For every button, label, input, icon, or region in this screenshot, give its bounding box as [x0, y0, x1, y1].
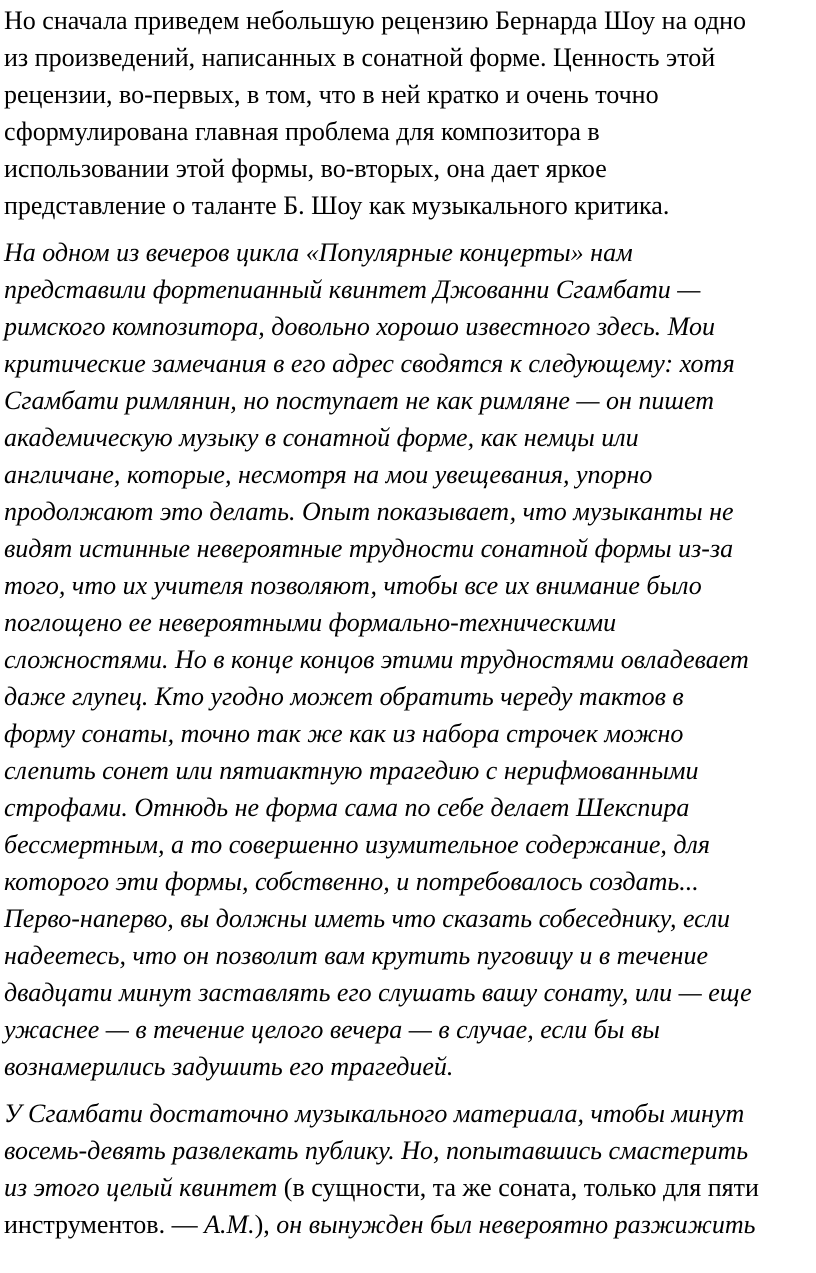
text-line: надеетесь, что он позволит вам крутить пуговицу и в течение [4, 941, 708, 970]
italic-run: А.М. [204, 1210, 255, 1239]
italic-run: он вынужден был невероятно разжижить [276, 1210, 756, 1239]
text-line: видят истинные невероятные трудности сонатной формы из-за [4, 534, 734, 563]
text-line: двадцати минут заставлять его слушать вашу сонату, или — еще [4, 978, 752, 1007]
text-line: сложностями. Но в конце концов этими трудностями овладевает [4, 645, 749, 674]
text-line-mixed [4, 1169, 816, 1206]
text-line: У Сгамбати достаточно музыкального материала, чтобы минут [4, 1099, 745, 1128]
normal-run: ), [254, 1210, 277, 1239]
text-line: даже глупец. Кто угодно может обратить череду тактов в [4, 682, 684, 711]
text-line: из произведений, написанных в сонатной форме. Ценность этой [4, 43, 716, 72]
text-line: форму сонаты, точно так же как из набора строчек можно [4, 719, 684, 748]
text-line: англичане, которые, несмотря на мои увещевания, упорно [4, 460, 653, 489]
text-line: римского композитора, довольно хорошо известного здесь. Мои [4, 312, 715, 341]
text-line: использовании этой формы, во-вторых, она дает яркое [4, 154, 607, 183]
normal-run: инструментов. — [4, 1210, 205, 1239]
text-line: рецензии, во-первых, в том, что в ней кратко и очень точно [4, 80, 659, 109]
text-line: сформулирована главная проблема для композитора в [4, 117, 600, 146]
text-line: представление о таланте Б. Шоу как музыкального критика. [4, 191, 670, 220]
text-line: строфами. Отнюдь не форма сама по себе делает Шекспира [4, 793, 690, 822]
text-line: которого эти формы, собственно, и потребовалось создать... [4, 867, 699, 896]
text-line: Сгамбати римлянин, но поступает не как римляне — он пишет [4, 386, 715, 415]
continuation-paragraph [4, 1095, 816, 1243]
normal-run: (в сущности, та же соната, только для пяти [277, 1173, 759, 1202]
text-line: критические замечания в его адрес сводятся к следующему: хотя [4, 349, 735, 378]
text-line: восемь-девять развлекать публику. Но, попытавшись смастерить [4, 1136, 749, 1165]
text-line: академическую музыку в сонатной форме, как немцы или [4, 423, 639, 452]
intro-paragraph [4, 2, 816, 224]
text-line: слепить сонет или пятиактную трагедию с нерифмованными [4, 756, 699, 785]
text-line: ужаснее — в течение целого вечера — в случае, если бы вы [4, 1015, 660, 1044]
italic-run: из этого целый квинтет [4, 1173, 278, 1202]
text-line: продолжают это делать. Опыт показывает, что музыканты не [4, 497, 734, 526]
quoted-review-paragraph [4, 234, 816, 1085]
text-line: поглощено ее невероятными формально-техническими [4, 608, 617, 637]
text-line: Перво-наперво, вы должны иметь что сказать собеседнику, если [4, 904, 731, 933]
text-line: Но сначала приведем небольшую рецензию Бернарда Шоу на одно [4, 6, 747, 35]
text-line: вознамерились задушить его трагедией. [4, 1052, 454, 1081]
text-line: того, что их учителя позволяют, чтобы все их внимание было [4, 571, 702, 600]
text-line-mixed [4, 1206, 816, 1243]
text-line: бессмертным, а то совершенно изумительное содержание, для [4, 830, 710, 859]
text-line: представили фортепианный квинтет Джованни Сгамбати — [4, 275, 701, 304]
text-line: На одном из вечеров цикла «Популярные концерты» нам [4, 238, 633, 267]
